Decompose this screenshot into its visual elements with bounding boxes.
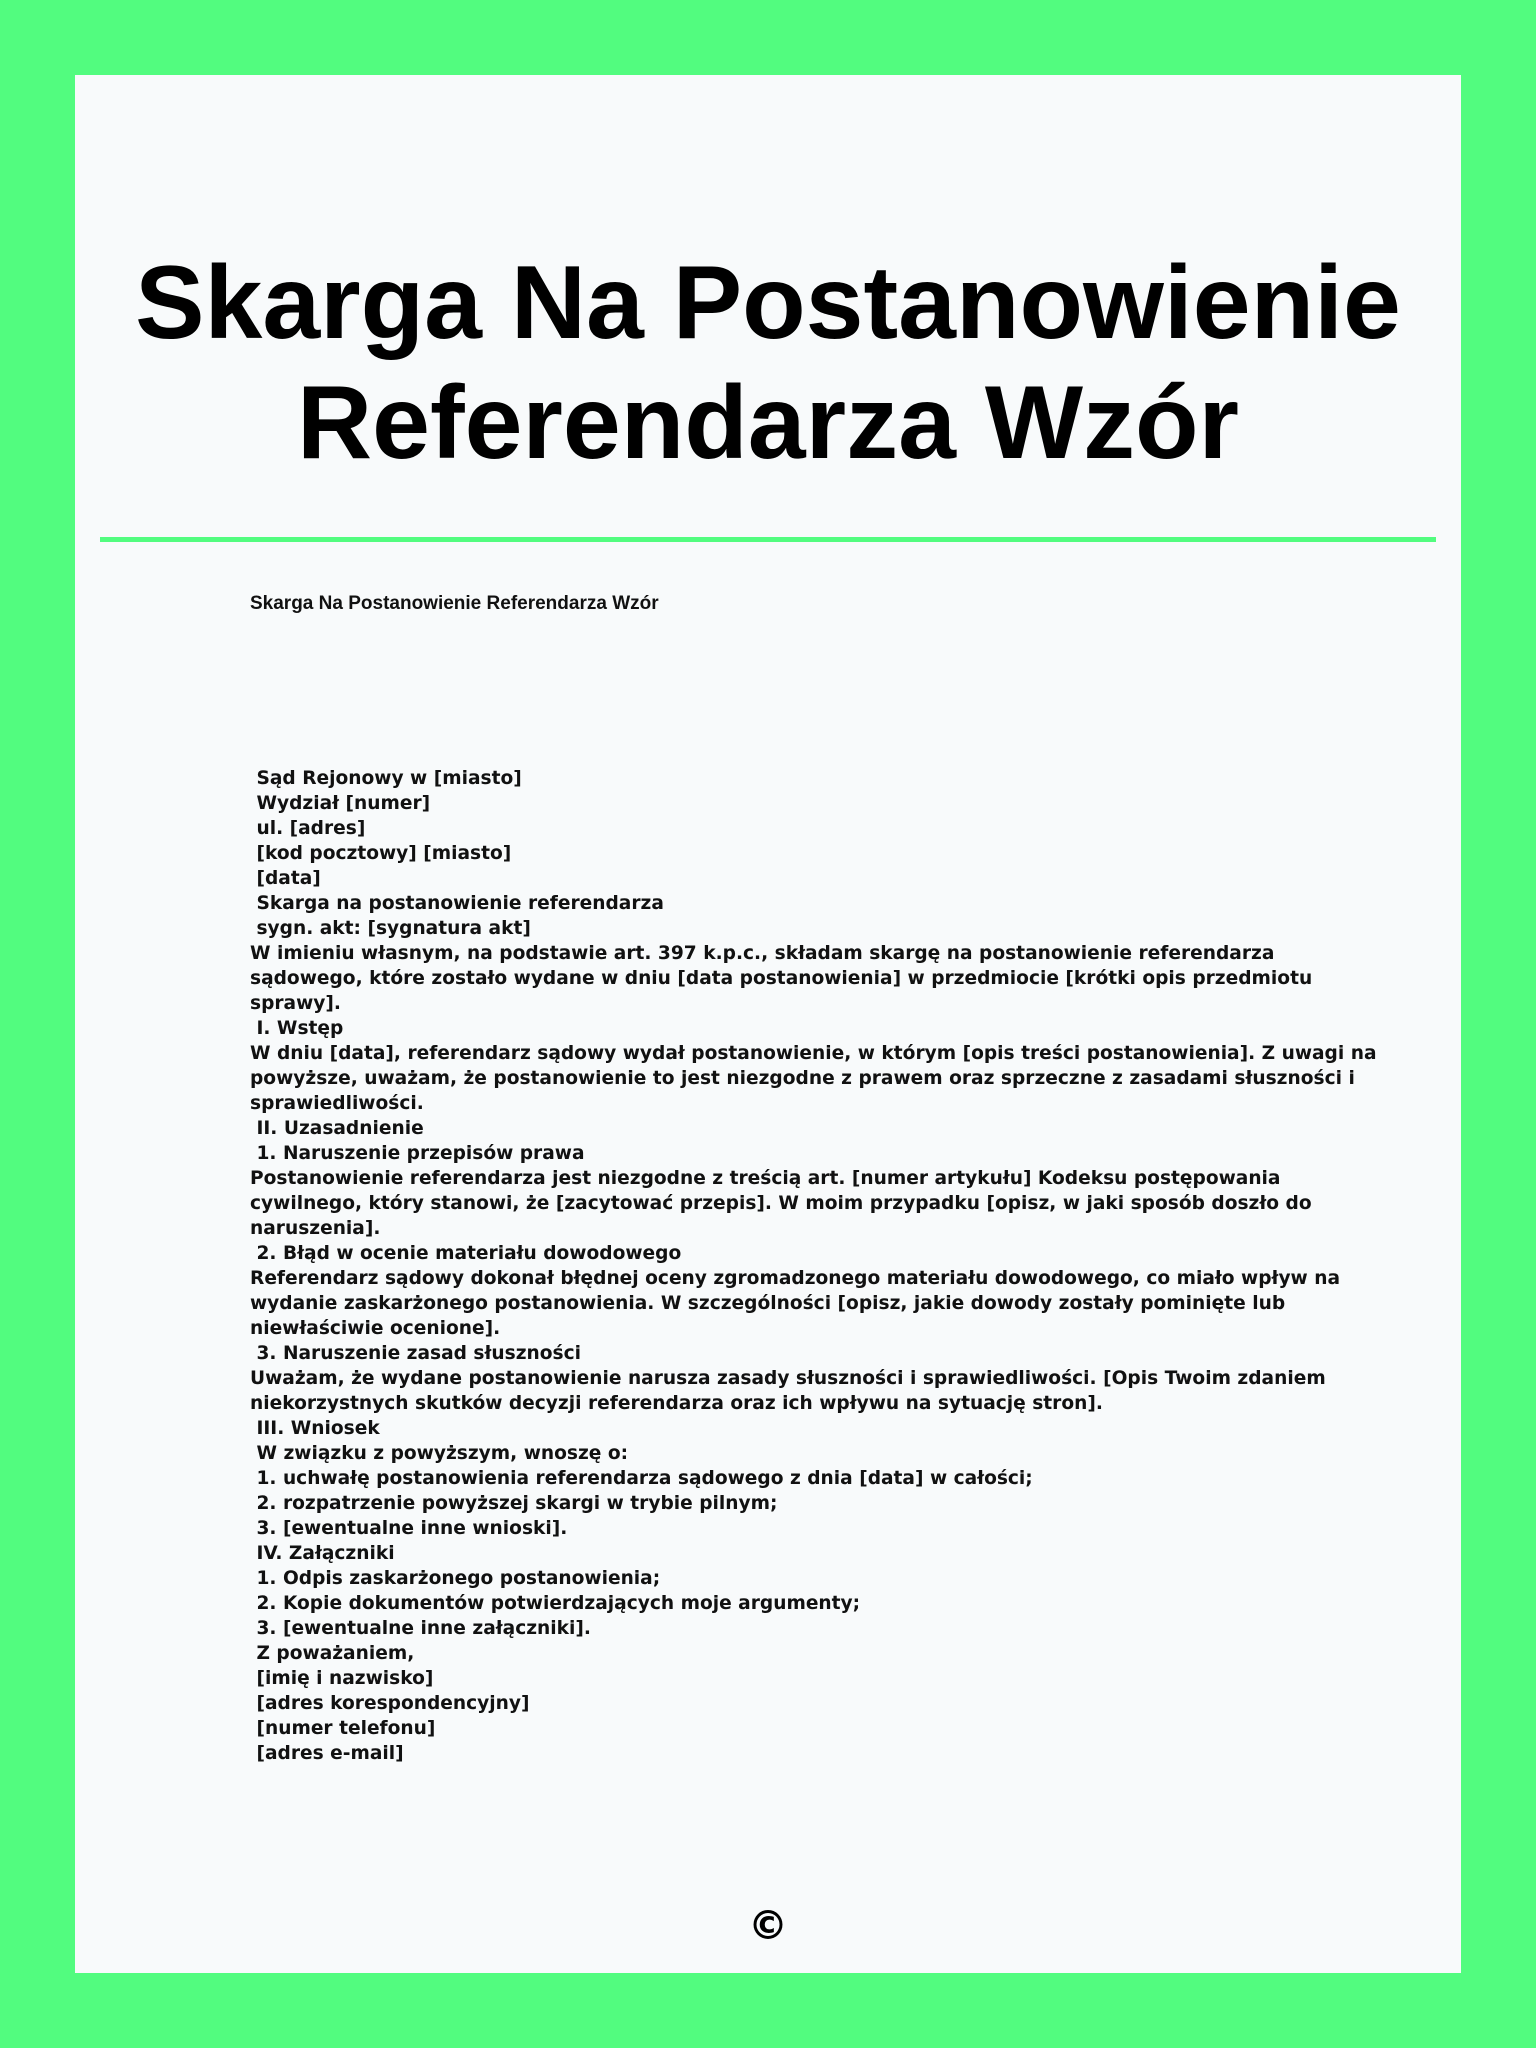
document-line: [adres e-mail] — [250, 1743, 404, 1764]
document-line: I. Wstęp — [250, 1018, 344, 1039]
page-title-line-1: Skarga Na Postanowienie — [135, 245, 1401, 361]
document-line: 3. [ewentualne inne wnioski]. — [250, 1518, 568, 1539]
document-line: wydanie zaskarżonego postanowienia. W szczególności [opisz, jakie dowody zostały pominięte lub — [250, 1293, 1286, 1314]
document-line: [kod pocztowy] [miasto] — [250, 843, 512, 864]
document-line: naruszenia]. — [250, 1218, 381, 1239]
document-page — [75, 75, 1461, 1973]
document-line: cywilnego, który stanowi, że [zacytować przepis]. W moim przypadku [opisz, w jaki sposób doszło do — [250, 1193, 1312, 1214]
document-line: Sąd Rejonowy w [miasto] — [250, 768, 522, 789]
document-line: Wydział [numer] — [250, 793, 431, 814]
page-title-line-2: Referendarza Wzór — [297, 365, 1239, 481]
document-line: 1. Odpis zaskarżonego postanowienia; — [250, 1568, 661, 1589]
document-body — [250, 766, 1377, 1766]
page-title — [75, 243, 1461, 483]
document-line: [adres korespondencyjny] — [250, 1693, 530, 1714]
document-line: Postanowienie referendarza jest niezgodne z treścią art. [numer artykułu] Kodeksu postępowania — [250, 1168, 1281, 1189]
document-line: [imię i nazwisko] — [250, 1668, 434, 1689]
copyright-icon: © — [748, 1903, 788, 1949]
document-line: 2. Błąd w ocenie materiału dowodowego — [250, 1243, 682, 1264]
document-line: W dniu [data], referendarz sądowy wydał postanowienie, w którym [opis treści postanowienia]. Z uwagi na — [250, 1043, 1377, 1064]
document-line: sądowego, które zostało wydane w dniu [data postanowienia] w przedmiocie [krótki opis przedmiotu — [250, 968, 1313, 989]
document-line: W imieniu własnym, na podstawie art. 397 k.p.c., składam skargę na postanowienie referendarza — [250, 943, 1275, 964]
document-line: Uważam, że wydane postanowienie narusza zasady słuszności i sprawiedliwości. [Opis Twoim zdaniem — [250, 1368, 1326, 1389]
document-line: niewłaściwie ocenione]. — [250, 1318, 501, 1339]
document-line: 1. uchwałę postanowienia referendarza sądowego z dnia [data] w całości; — [250, 1468, 1033, 1489]
document-line: III. Wniosek — [250, 1418, 380, 1439]
document-line: II. Uzasadnienie — [250, 1118, 424, 1139]
document-line: 2. rozpatrzenie powyższej skargi w trybie pilnym; — [250, 1493, 778, 1514]
document-line: Referendarz sądowy dokonał błędnej oceny zgromadzonego materiału dowodowego, co miało wpływ na — [250, 1268, 1340, 1289]
document-line: 2. Kopie dokumentów potwierdzających moje argumenty; — [250, 1593, 861, 1614]
document-line: 3. [ewentualne inne załączniki]. — [250, 1618, 591, 1639]
document-line: 1. Naruszenie przepisów prawa — [250, 1143, 585, 1164]
document-line: [data] — [250, 868, 321, 889]
document-line: W związku z powyższym, wnoszę o: — [250, 1443, 629, 1464]
document-line: [numer telefonu] — [250, 1718, 436, 1739]
document-line: powyższe, uważam, że postanowienie to jest niezgodne z prawem oraz sprzeczne z zasadami słuszności i — [250, 1068, 1355, 1089]
document-line: sprawiedliwości. — [250, 1093, 424, 1114]
document-line: Skarga na postanowienie referendarza — [250, 893, 664, 914]
document-heading: Skarga Na Postanowienie Referendarza Wzór — [250, 593, 659, 614]
document-line: Z poważaniem, — [250, 1643, 415, 1664]
document-line: niekorzystnych skutków decyzji referendarza oraz ich wpływu na sytuację stron]. — [250, 1393, 1103, 1414]
document-line: ul. [adres] — [250, 818, 366, 839]
document-line: 3. Naruszenie zasad słuszności — [250, 1343, 581, 1364]
document-line: sygn. akt: [sygnatura akt] — [250, 918, 531, 939]
document-line: sprawy]. — [250, 993, 341, 1014]
document-line: IV. Załączniki — [250, 1543, 395, 1564]
title-divider — [100, 537, 1436, 542]
